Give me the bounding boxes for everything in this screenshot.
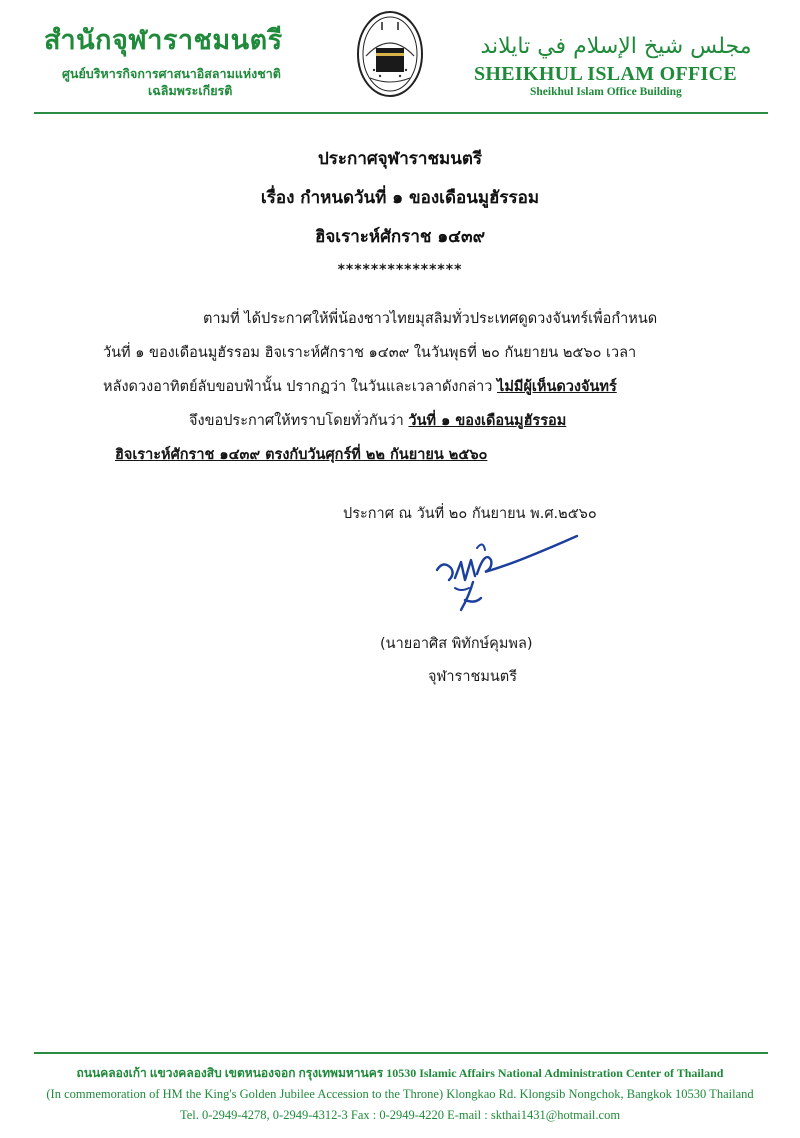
thai-org-subtitle: ศูนย์บริหารกิจการศาสนาอิสลามแห่งชาติ: [62, 66, 281, 81]
svg-text:مجلس شيخ الإسلام في تايلاند: مجلس شيخ الإسلام في تايلاند: [480, 34, 752, 59]
announcement-title: ประกาศจุฬาราชมนตรี: [317, 149, 483, 169]
footer-address: ถนนคลองเก้า แขวงคลองสิบ เขตหนองจอก กรุงเทพมหานคร 10530 Islamic Affairs National Administration Center of Thailand: [76, 1066, 724, 1080]
footer-contact: Tel. 0-2949-4278, 0-2949-4312-3 Fax : 0-2949-4220 E-mail : skthai1431@hotmail.com: [179, 1108, 621, 1122]
signer-name: (นายอาศิส พิทักษ์คุมพล): [380, 636, 533, 652]
announcement-subject: เรื่อง กำหนดวันที่ ๑ ของเดือนมูฮัรรอม: [260, 188, 540, 208]
body-line-3-text: หลังดวงอาทิตย์ลับขอบฟ้านั้น ปรากฏว่า ในวันและเวลาดังกล่าว: [103, 379, 498, 395]
body-line-5-emphasis: ฮิจเราะห์ศักราช ๑๔๓๙ ตรงกับวันศุกร์ที่ ๒๒ กันยายน ๒๕๖๐: [115, 447, 488, 463]
body-line-3: [103, 375, 617, 398]
thai-org-subtitle-2: เฉลิมพระเกียรติ: [148, 83, 233, 98]
body-line-2: วันที่ ๑ ของเดือนมูฮัรรอม ฮิจเราะห์ศักราช ๑๔๓๙ ในวันพุธที่ ๒๐ กันยายน ๒๕๖๐ เวลา: [103, 345, 637, 361]
footer-divider: [34, 1052, 768, 1054]
signature-image: [425, 530, 585, 625]
arabic-calligraphy-title: [470, 24, 762, 64]
announcement-year: ฮิจเราะห์ศักราช ๑๔๓๙: [314, 227, 486, 247]
announcement-date: ประกาศ ณ วันที่ ๒๐ กันยายน พ.ศ.๒๕๖๐: [343, 506, 597, 522]
body-line-4-emphasis: วันที่ ๑ ของเดือนมูฮัรรอม: [408, 413, 567, 429]
signer-title: จุฬาราชมนตรี: [428, 669, 517, 685]
body-line-4: [189, 409, 566, 432]
body-line-1: ตามที่ ได้ประกาศให้พี่น้องชาวไทยมุสลิมทั่วประเทศดูดวงจันทร์เพื่อกำหนด: [203, 311, 658, 327]
thai-org-name: สำนักจุฬาราชมนตรี: [44, 25, 283, 56]
english-building-name: Sheikhul Islam Office Building: [530, 86, 682, 98]
header-divider: [34, 112, 768, 114]
footer-commemoration: (In commemoration of HM the King's Golden Jubilee Accession to the Throne) Klongkao Rd. Klongsib Nongchok, Bangkok 10530 Thailand: [46, 1087, 754, 1101]
body-line-3-emphasis: ไม่มีผู้เห็นดวงจันทร์: [497, 379, 617, 395]
separator: ***************: [337, 262, 463, 278]
body-line-4-text: จึงขอประกาศให้ทราบโดยทั่วกันว่า: [189, 413, 409, 429]
kaaba-seal-icon: [356, 10, 424, 98]
english-org-name: SHEIKHUL ISLAM OFFICE: [474, 63, 738, 85]
body-line-5: [115, 443, 487, 466]
